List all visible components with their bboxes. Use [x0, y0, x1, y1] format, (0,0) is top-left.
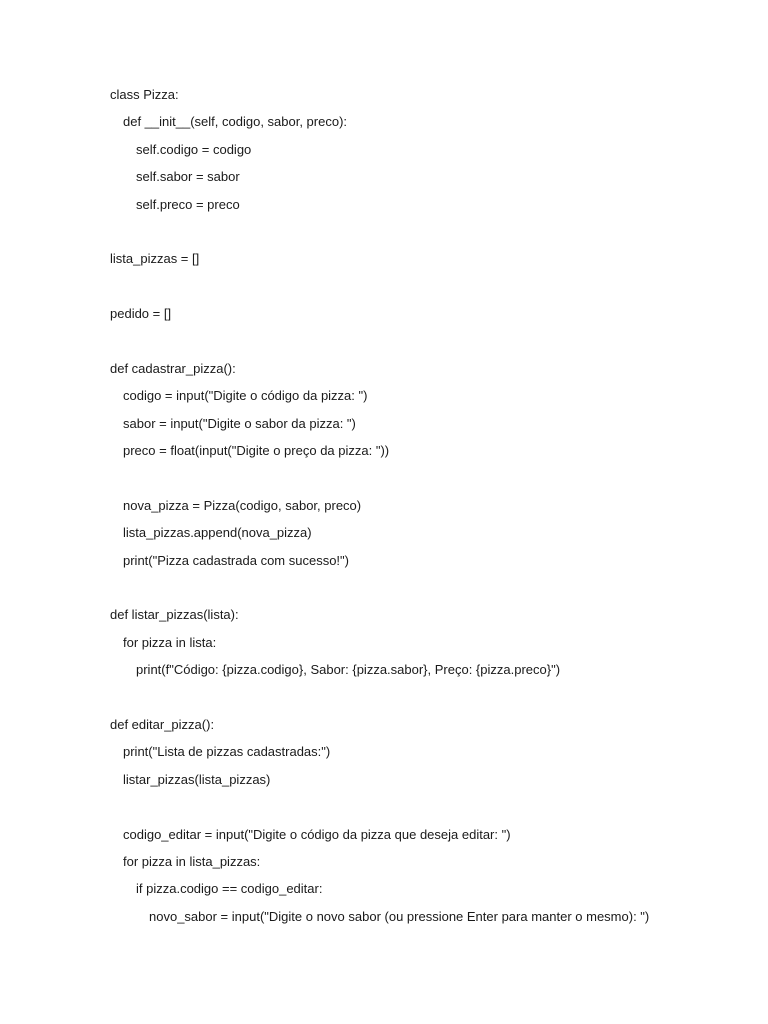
code-line: listar_pizzas(lista_pizzas) [123, 771, 271, 787]
code-line: novo_sabor = input("Digite o novo sabor (ou pressione Enter para manter o mesmo): ") [149, 908, 650, 924]
code-line: for pizza in lista: [123, 634, 217, 650]
code-line: self.codigo = codigo [136, 141, 252, 157]
code-line: class Pizza: [110, 87, 179, 102]
code-line: codigo = input("Digite o código da pizza: ") [123, 388, 368, 404]
code-block [110, 85, 750, 934]
code-line: lista_pizzas.append(nova_pizza) [123, 525, 312, 541]
code-line: def __init__(self, codigo, sabor, preco): [123, 114, 348, 130]
code-line: sabor = input("Digite o sabor da pizza: ") [123, 415, 356, 431]
code-line: lista_pizzas = [] [110, 251, 200, 267]
code-line: pedido = [] [110, 306, 172, 322]
code-line: self.preco = preco [136, 196, 240, 212]
code-line: def listar_pizzas(lista): [110, 607, 239, 623]
code-line: nova_pizza = Pizza(codigo, sabor, preco) [123, 497, 362, 513]
code-line: preco = float(input("Digite o preço da pizza: ")) [123, 443, 390, 459]
blank-line [110, 688, 750, 715]
code-line: def cadastrar_pizza(): [110, 360, 236, 376]
blank-line [110, 222, 750, 249]
blank-line [110, 578, 750, 605]
code-line: print("Pizza cadastrada com sucesso!") [123, 552, 349, 568]
code-line: if pizza.codigo == codigo_editar: [136, 881, 323, 897]
code-line: self.sabor = sabor [136, 169, 240, 185]
code-line: for pizza in lista_pizzas: [123, 853, 261, 869]
blank-line [110, 797, 750, 824]
code-line: print(f"Código: {pizza.codigo}, Sabor: {pizza.sabor}, Preço: {pizza.preco}") [136, 662, 561, 678]
blank-line [110, 332, 750, 359]
blank-line [110, 277, 750, 304]
code-line: def editar_pizza(): [110, 716, 215, 732]
blank-line [110, 468, 750, 495]
code-line: codigo_editar = input("Digite o código da pizza que deseja editar: ") [123, 826, 511, 842]
code-line: print("Lista de pizzas cadastradas:") [123, 744, 331, 760]
